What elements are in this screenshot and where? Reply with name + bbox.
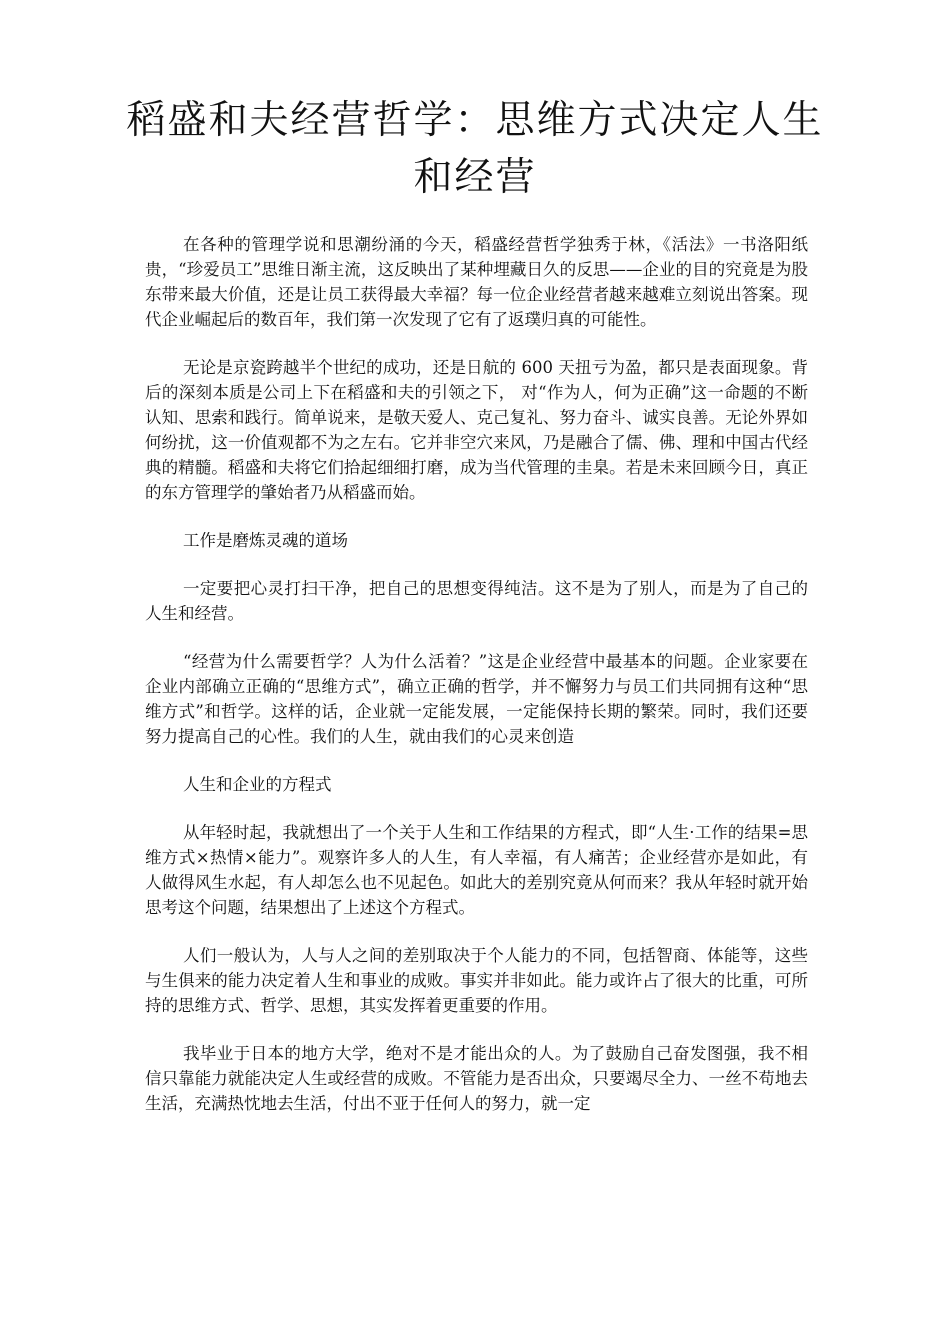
paragraph: 从年轻时起，我就想出了一个关于人生和工作结果的方程式，即“人生·工作的结果=思维方式×热情×能力”。观察许多人的人生，有人幸福，有人痛苦；企业经营亦是如此，有人做得风生水起，有人却怎么也不见起色。如此大的差别究竟从何而来？我从年轻时就开始思考这个问题，结果想出了上述这个方程式。 (145, 823, 808, 917)
paragraph: 在各种的管理学说和思潮纷涌的今天，稻盛经营哲学独秀于林，《活法》一书洛阳纸贵，“珍爱员工”思维日渐主流，这反映出了某种埋藏日久的反思——企业的目的究竟是为股东带来最大价值，还是让员工获得最大幸福？每一位企业经营者越来越难立刻说出答案。现代企业崛起后的数百年，我们第一次发现了它有了返璞归真的可能性。 (145, 235, 808, 329)
section-heading: 工作是磨炼灵魂的道场 (183, 531, 348, 550)
paragraph: 一定要把心灵打扫干净，把自己的思想变得纯洁。这不是为了别人，而是为了自己的人生和经营。 (145, 579, 808, 623)
paragraph: 无论是京瓷跨越半个世纪的成功，还是日航的 600 天扭亏为盈，都只是表面现象。背后的深刻本质是公司上下在稻盛和夫的引领之下， 对“作为人，何为正确”这一命题的不断认知、思索和践行。简单说来，是敬天爱人、克己复礼、努力奋斗、诚实良善。无论外界如何纷扰，这一价值观都不为之左右。它并非空穴来风，乃是融合了儒、佛、理和中国古代经典的精髓。稻盛和夫将它们拾起细细打磨，成为当代管理的圭臬。若是未来回顾今日，真正的东方管理学的肇始者乃从稻盛而始。 (145, 358, 808, 502)
document-title: 稻盛和夫经营哲学：思维方式决定人生和经营 (126, 98, 824, 200)
paragraph: 人们一般认为，人与人之间的差别取决于个人能力的不同，包括智商、体能等，这些与生俱来的能力决定着人生和事业的成败。事实并非如此。能力或许占了很大的比重，可所持的思维方式、哲学、思想，其实发挥着更重要的作用。 (145, 946, 808, 1015)
paragraph: 我毕业于日本的地方大学，绝对不是才能出众的人。为了鼓励自己奋发图强，我不相信只靠能力就能决定人生或经营的成败。不管能力是否出众，只要竭尽全力、一丝不苟地去生活，充满热忱地去生活，付出不亚于任何人的努力，就一定 (145, 1044, 808, 1113)
section-heading: 人生和企业的方程式 (183, 775, 332, 794)
document-body (145, 232, 808, 1139)
paragraph: “经营为什么需要哲学？人为什么活着？”这是企业经营中最基本的问题。企业家要在企业内部确立正确的“思维方式”，确立正确的哲学，并不懈努力与员工们共同拥有这种“思维方式”和哲学。这样的话，企业就一定能发展，一定能保持长期的繁荣。同时，我们还要努力提高自己的心性。我们的人生，就由我们的心灵来创造 (145, 652, 808, 746)
